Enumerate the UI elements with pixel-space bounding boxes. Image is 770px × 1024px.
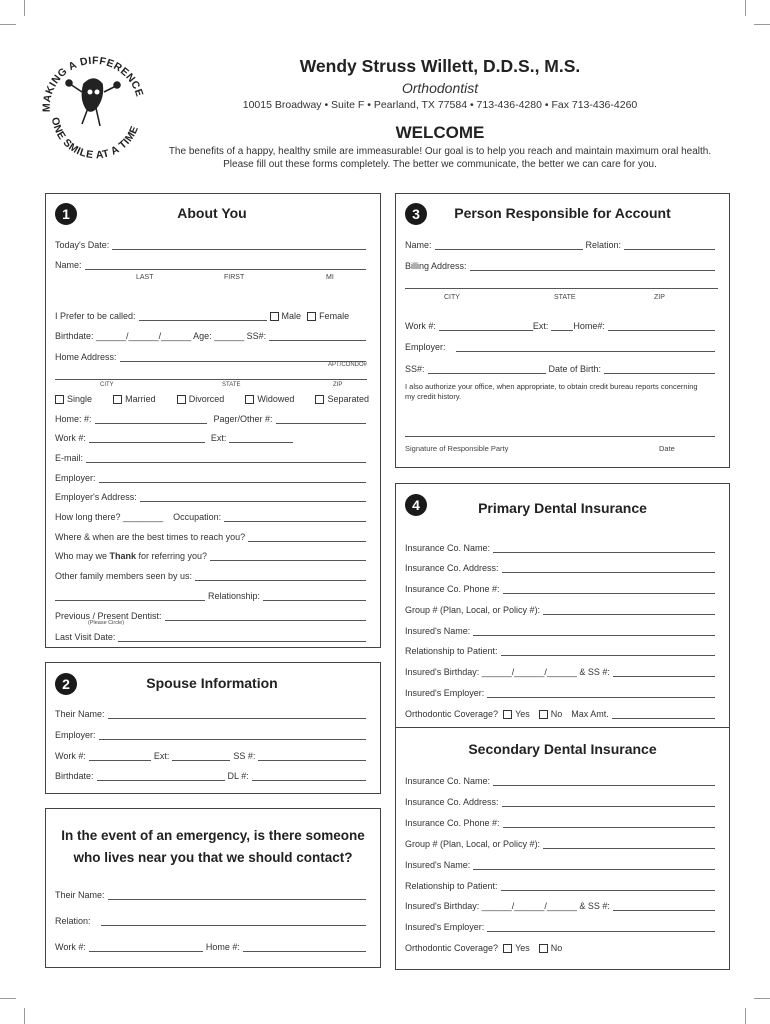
field-label: SS #: <box>233 751 256 761</box>
section-number: 2 <box>55 673 77 695</box>
checkbox-label: Male <box>281 311 302 321</box>
field-label: Work #: <box>55 751 86 761</box>
tooth-character-icon <box>66 79 120 126</box>
field-label: Group # (Plan, Local, or Policy #): <box>405 605 541 615</box>
sub-label: CITY <box>444 294 460 301</box>
divider <box>395 727 730 728</box>
primary-ins-phone-field[interactable] <box>405 581 718 594</box>
field-label: Insurance Co. Address: <box>405 563 499 573</box>
field-label: Employer: <box>55 730 96 740</box>
no-checkbox[interactable] <box>539 709 563 719</box>
referral-field[interactable] <box>55 548 369 561</box>
crop-mark <box>24 1008 25 1024</box>
section-title: Secondary Dental Insurance <box>468 741 657 757</box>
family-members-field[interactable] <box>55 568 369 581</box>
section-number: 1 <box>55 203 77 225</box>
section-title: Spouse Information <box>146 675 278 691</box>
work-phone-field[interactable] <box>55 430 369 443</box>
field-label: How long there? ________ <box>55 512 164 522</box>
secondary-insured-name-field[interactable] <box>405 857 718 870</box>
field-label: Relation: <box>585 240 622 250</box>
field-label: Ext: <box>532 321 549 331</box>
field-label: Insured's Birthday: ______/______/______ & SS #: <box>405 667 610 677</box>
section-title: Person Responsible for Account <box>454 205 671 221</box>
responsible-work-field[interactable] <box>405 318 718 331</box>
field-label: Home: #: <box>55 414 92 424</box>
primary-birthday-field[interactable] <box>405 664 718 677</box>
single-checkbox[interactable] <box>55 394 92 404</box>
primary-insured-name-field[interactable] <box>405 623 718 636</box>
secondary-ins-phone-field[interactable] <box>405 815 718 828</box>
responsible-employer-field[interactable] <box>405 339 718 352</box>
secondary-ins-name-field[interactable] <box>405 773 718 786</box>
field-label: Home #: <box>205 942 240 952</box>
secondary-insured-employer-field[interactable] <box>405 919 718 932</box>
emergency-relation-field[interactable] <box>55 913 369 926</box>
field-label: Orthodontic Coverage? <box>405 943 499 953</box>
field-label: E-mail: <box>55 453 84 463</box>
field-label: Home#: <box>573 321 605 331</box>
married-checkbox[interactable] <box>113 394 156 404</box>
employer-address-field[interactable] <box>55 489 369 502</box>
checkbox-label: No <box>550 709 563 719</box>
sub-label: CITY <box>100 382 114 388</box>
emergency-title: In the event of an emergency, is there someone <box>61 828 365 843</box>
field-label: Previous / Present Dentist: <box>55 611 162 621</box>
emergency-phone-field[interactable] <box>55 939 369 952</box>
field-label: I Prefer to be called: <box>55 311 136 321</box>
field-label: Insurance Co. Name: <box>405 543 491 553</box>
crop-mark <box>24 0 25 16</box>
checkbox-label: Married <box>125 394 156 404</box>
checkbox-label: Widowed <box>257 394 295 404</box>
spouse-work-field[interactable] <box>55 748 369 761</box>
doctor-name: Wendy Struss Willett, D.D.S., M.S. <box>299 56 581 76</box>
checkbox-label: Yes <box>515 943 530 953</box>
field-label: Home Address: <box>55 352 117 362</box>
field-label: Employer's Address: <box>55 492 137 502</box>
preferred-name-field[interactable] <box>55 308 369 321</box>
crop-mark <box>0 998 16 999</box>
crop-mark <box>754 998 770 999</box>
checkbox-label: Single <box>67 394 93 404</box>
field-label: Date of Birth: <box>548 364 602 374</box>
field-label: Insurance Co. Phone #: <box>405 584 500 594</box>
field-label: Name: <box>55 260 82 270</box>
field-label: Orthodontic Coverage? <box>405 709 499 719</box>
field-label: Insured's Employer: <box>405 688 485 698</box>
checkbox-label: No <box>550 943 563 953</box>
sub-label: MI <box>326 274 334 281</box>
sub-label: Signature of Responsible Party <box>405 444 509 453</box>
crop-mark <box>745 1008 746 1024</box>
field-label: Insured's Name: <box>405 860 471 870</box>
emergency-title: who lives near you that we should contact? <box>73 850 353 865</box>
section-number: 4 <box>405 494 427 516</box>
welcome-body: The benefits of a happy, healthy smile are immeasurable! Our goal is to help you reach and maintain maximum oral health. Please fill out these forms completely. The better we communicate, the better we can care for you. <box>168 146 712 170</box>
field-label: Name: <box>405 240 432 250</box>
field-label: Insured's Employer: <box>405 922 485 932</box>
email-field[interactable] <box>55 450 369 463</box>
checkbox-label: Separated <box>327 394 369 404</box>
secondary-ortho-coverage <box>405 940 718 953</box>
field-label: Insured's Name: <box>405 626 471 636</box>
emergency-name-field[interactable] <box>55 887 369 900</box>
primary-insured-employer-field[interactable] <box>405 685 718 698</box>
responsible-ss-field[interactable] <box>405 361 718 374</box>
section-title: About You <box>177 205 247 221</box>
checkbox-label: Female <box>319 311 350 321</box>
todays-date-field[interactable] <box>55 237 369 250</box>
best-times-field[interactable] <box>55 529 369 542</box>
billing-address-field[interactable] <box>405 258 718 271</box>
sub-label: LAST <box>136 274 154 281</box>
primary-ortho-coverage <box>405 706 718 719</box>
field-label: DL #: <box>227 771 249 781</box>
field-label: Work #: <box>55 942 86 952</box>
svg-text:ONE SMILE AT A TIME <box>49 116 141 161</box>
field-label: Other family members seen by us: <box>55 571 193 581</box>
field-label: SS#: <box>405 364 425 374</box>
birthdate-field[interactable] <box>55 328 369 341</box>
section-title: Primary Dental Insurance <box>478 500 647 516</box>
field-label: Work #: <box>55 433 86 443</box>
field-label: Insurance Co. Name: <box>405 776 491 786</box>
field-label: Ext: <box>210 433 227 443</box>
field-label: Occupation: <box>173 512 222 522</box>
checkbox-label: Divorced <box>188 394 225 404</box>
divorced-checkbox[interactable] <box>177 394 225 404</box>
home-address-field[interactable] <box>55 349 369 362</box>
field-label: Insurance Co. Phone #: <box>405 818 500 828</box>
spouse-birthdate-field[interactable] <box>55 768 369 781</box>
primary-group-field[interactable] <box>405 602 718 615</box>
credit-authorization-text: I also authorize your office, when appropriate, to obtain credit bureau reports concerning my credit history. <box>405 382 698 401</box>
section-number: 3 <box>405 203 427 225</box>
logo-text-top: MAKING A DIFFERENCE <box>40 54 146 113</box>
widowed-checkbox[interactable] <box>245 394 294 404</box>
billing-address-line-2[interactable] <box>405 288 718 289</box>
primary-ins-name-field[interactable] <box>405 540 718 553</box>
spouse-name-field[interactable] <box>55 706 369 719</box>
field-label: Employer: <box>55 473 96 483</box>
sub-label: ZIP <box>333 382 343 388</box>
secondary-birthday-field[interactable] <box>405 898 718 911</box>
field-label: Birthdate: ______/______/______ Age: ______ SS#: <box>55 331 267 341</box>
field-label: Who may we Thank for referring you? <box>55 551 208 561</box>
field-label: Ext: <box>153 751 170 761</box>
last-visit-field[interactable] <box>55 629 369 642</box>
logo <box>38 50 148 165</box>
field-label: Relationship: <box>208 591 261 601</box>
sub-label: APT/CONDO# <box>328 362 368 368</box>
address-line: 10015 Broadway • Suite F • Pearland, TX 77584 • 713-436-4280 • Fax 713-436-4260 <box>242 99 638 111</box>
occupation-field[interactable] <box>55 509 369 522</box>
sub-label: (Please Circle) <box>88 620 125 626</box>
sub-label: STATE <box>554 294 576 301</box>
sub-label: ZIP <box>654 294 665 301</box>
address-line-2[interactable] <box>55 379 367 380</box>
male-checkbox[interactable] <box>270 311 302 321</box>
crop-mark <box>0 24 16 25</box>
responsible-name-field[interactable] <box>405 237 718 250</box>
specialty: Orthodontist <box>401 80 479 96</box>
yes-checkbox[interactable] <box>503 943 530 953</box>
secondary-group-field[interactable] <box>405 836 718 849</box>
no-checkbox[interactable] <box>539 943 563 953</box>
field-label: Their Name: <box>55 709 105 719</box>
welcome-title: WELCOME <box>395 123 485 142</box>
spouse-employer-field[interactable] <box>55 727 369 740</box>
relationship-field[interactable] <box>55 588 369 601</box>
field-label: Insurance Co. Address: <box>405 797 499 807</box>
separated-checkbox[interactable] <box>315 394 369 404</box>
home-phone-field[interactable] <box>55 411 369 424</box>
sub-label: Date <box>659 444 675 453</box>
field-label: Birthdate: <box>55 771 94 781</box>
field-label: Relation: <box>55 916 91 926</box>
female-checkbox[interactable] <box>307 311 349 321</box>
primary-ins-address-field[interactable] <box>405 560 718 573</box>
field-label: Their Name: <box>55 890 105 900</box>
secondary-relationship-field[interactable] <box>405 878 718 891</box>
field-label: Max Amt. <box>571 709 609 719</box>
employer-field[interactable] <box>55 470 369 483</box>
yes-checkbox[interactable] <box>503 709 530 719</box>
logo-text-bottom: ONE SMILE AT A TIME <box>48 116 141 162</box>
field-label: Work #: <box>405 321 436 331</box>
field-label: Today's Date: <box>55 240 110 250</box>
secondary-ins-address-field[interactable] <box>405 794 718 807</box>
crop-mark <box>745 0 746 16</box>
field-label: Employer: <box>405 342 446 352</box>
name-field[interactable] <box>55 257 369 270</box>
field-label: Last Visit Date: <box>55 632 116 642</box>
marital-status <box>55 391 369 404</box>
crop-mark <box>754 24 770 25</box>
field-label: Relationship to Patient: <box>405 646 498 656</box>
signature-line[interactable] <box>405 436 715 437</box>
field-label: Pager/Other #: <box>213 414 273 424</box>
field-label: Billing Address: <box>405 261 467 271</box>
field-label: Relationship to Patient: <box>405 881 498 891</box>
primary-relationship-field[interactable] <box>405 643 718 656</box>
sub-label: STATE <box>222 382 241 388</box>
field-label: Insured's Birthday: ______/______/______ & SS #: <box>405 901 610 911</box>
checkbox-label: Yes <box>515 709 530 719</box>
field-label: Where & when are the best times to reach you? <box>55 532 246 542</box>
field-label: Group # (Plan, Local, or Policy #): <box>405 839 541 849</box>
sub-label: FIRST <box>224 274 245 281</box>
